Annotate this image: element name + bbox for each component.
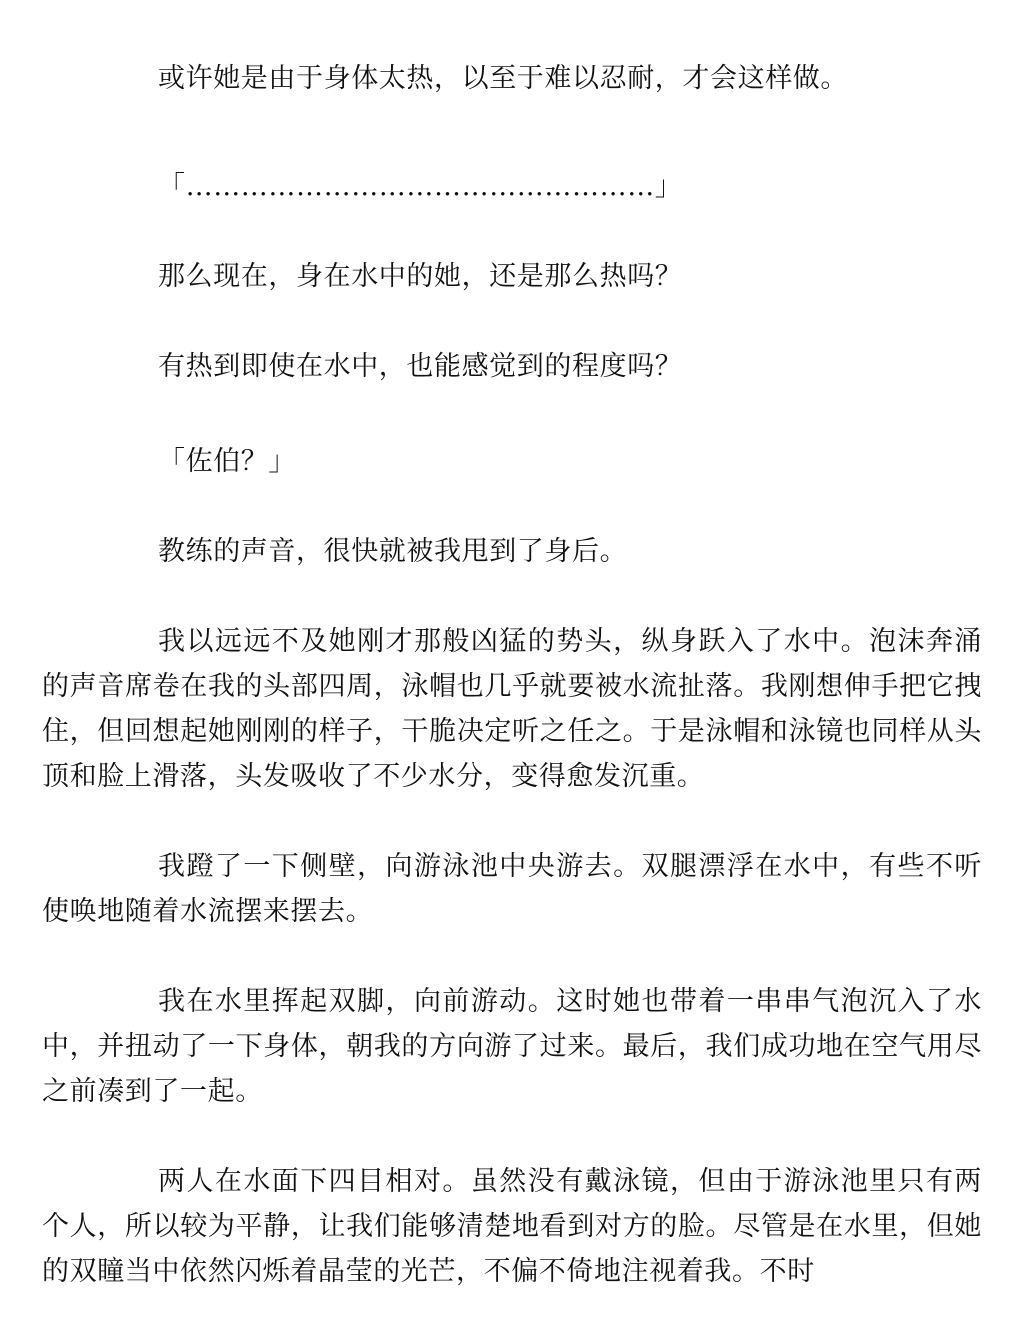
paragraph-9: 我在水里挥起双脚，向前游动。这时她也带着一串串气泡沉入了水中，并扭动了一下身体，朝我的方向游了过来。最后，我们成功地在空气用尽之前凑到了一起。: [42, 986, 982, 1107]
paragraph-4: 有热到即使在水中，也能感觉到的程度吗？: [158, 351, 683, 382]
paragraph-1: 或许她是由于身体太热，以至于难以忍耐，才会这样做。: [158, 63, 848, 94]
paragraph-10: 两人在水面下四目相对。虽然没有戴泳镜，但由于游泳池里只有两个人，所以较为平静，让我们能够清楚地看到对方的脸。尽管是在水里，但她的双瞳当中依然闪烁着晶莹的光芒，不偏不倚地注视着我。不时: [42, 1166, 982, 1287]
paragraph-3: 那么现在，身在水中的她，还是那么热吗？: [158, 261, 683, 292]
paragraph-6: 教练的声音，很快就被我甩到了身后。: [158, 536, 628, 567]
paragraph-5-dialogue: 「佐伯？」: [158, 446, 296, 477]
paragraph-2-dialogue: 「……………………………………………」: [158, 171, 683, 202]
paragraph-8: 我蹬了一下侧壁，向游泳池中央游去。双腿漂浮在水中，有些不听使唤地随着水流摆来摆去。: [42, 851, 982, 927]
paragraph-7: 我以远远不及她刚才那般凶猛的势头，纵身跃入了水中。泡沫奔涌的声音席卷在我的头部四周，泳帽也几乎就要被水流扯落。我刚想伸手把它拽住，但回想起她刚刚的样子，干脆决定听之任之。于是泳帽和泳镜也同样从头顶和脸上滑落，头发吸收了不少水分，变得愈发沉重。: [42, 626, 982, 792]
